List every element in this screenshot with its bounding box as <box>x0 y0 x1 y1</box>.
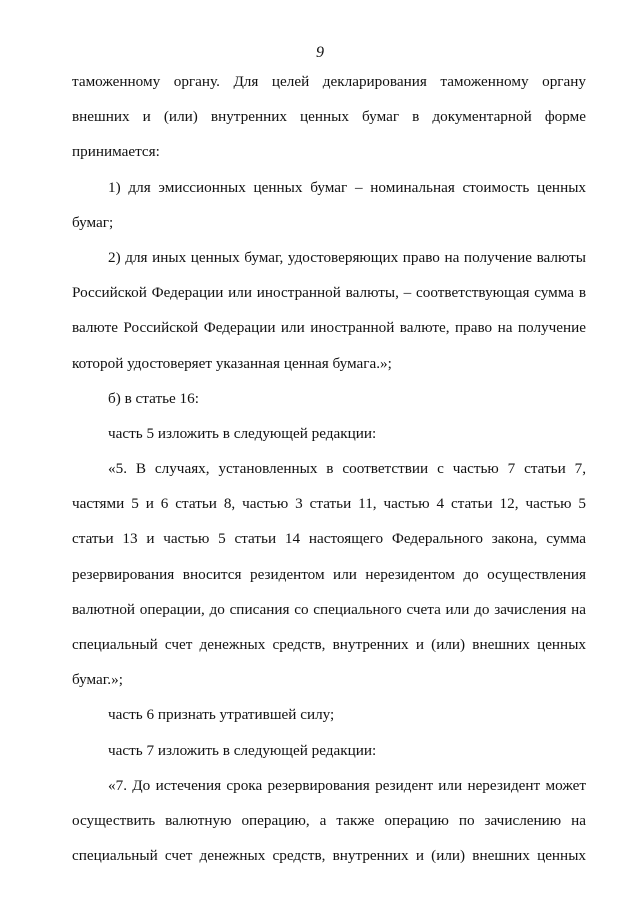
text-line: 2) для иных ценных бумаг, удостоверяющих право на получение валюты <box>108 248 586 266</box>
text-line: «5. В случаях, установленных в соответствии с частью 7 статьи 7, <box>108 460 586 478</box>
text-line: частями 5 и 6 статьи 8, частью 3 статьи 11, частью 4 статьи 12, частью 5 <box>72 495 586 513</box>
text-line: часть 6 признать утратившей силу; <box>108 706 335 724</box>
page-number: 9 <box>316 44 324 61</box>
text-line: валютной операции, до списания со специального счета или до зачисления на <box>72 600 586 618</box>
text-line: «7. До истечения срока резервирования резидент или нерезидент может <box>108 776 586 794</box>
text-line: Российской Федерации или иностранной валюты, – соответствующая сумма в <box>72 284 586 302</box>
text-line: резервирования вносится резидентом или нерезидентом до осуществления <box>72 565 586 583</box>
text-line: которой удостоверяет указанная ценная бумага.»; <box>72 354 392 372</box>
body-text <box>72 64 586 873</box>
text-line: часть 5 изложить в следующей редакции: <box>108 424 377 442</box>
text-line: специальный счет денежных средств, внутренних и (или) внешних ценных <box>72 847 586 865</box>
text-line: таможенному органу. Для целей декларирования таможенному органу <box>72 73 586 90</box>
text-line: часть 7 изложить в следующей редакции: <box>108 741 377 759</box>
text-line: внешних и (или) внутренних ценных бумаг в документарной форме <box>72 108 586 126</box>
text-line: валюте Российской Федерации или иностранной валюте, право на получение <box>72 319 586 337</box>
text-line: 1) для эмиссионных ценных бумаг – номинальная стоимость ценных <box>108 178 586 196</box>
text-line: б) в статье 16: <box>108 389 199 407</box>
text-line: статьи 13 и частью 5 статьи 14 настоящего Федерального закона, сумма <box>72 530 586 548</box>
text-line: бумаг.»; <box>72 671 123 689</box>
text-line: принимается: <box>72 143 160 161</box>
text-line: осуществить валютную операцию, а также операцию по зачислению на <box>72 811 586 829</box>
text-line: бумаг; <box>72 213 114 231</box>
text-line: специальный счет денежных средств, внутренних и (или) внешних ценных <box>72 636 586 653</box>
